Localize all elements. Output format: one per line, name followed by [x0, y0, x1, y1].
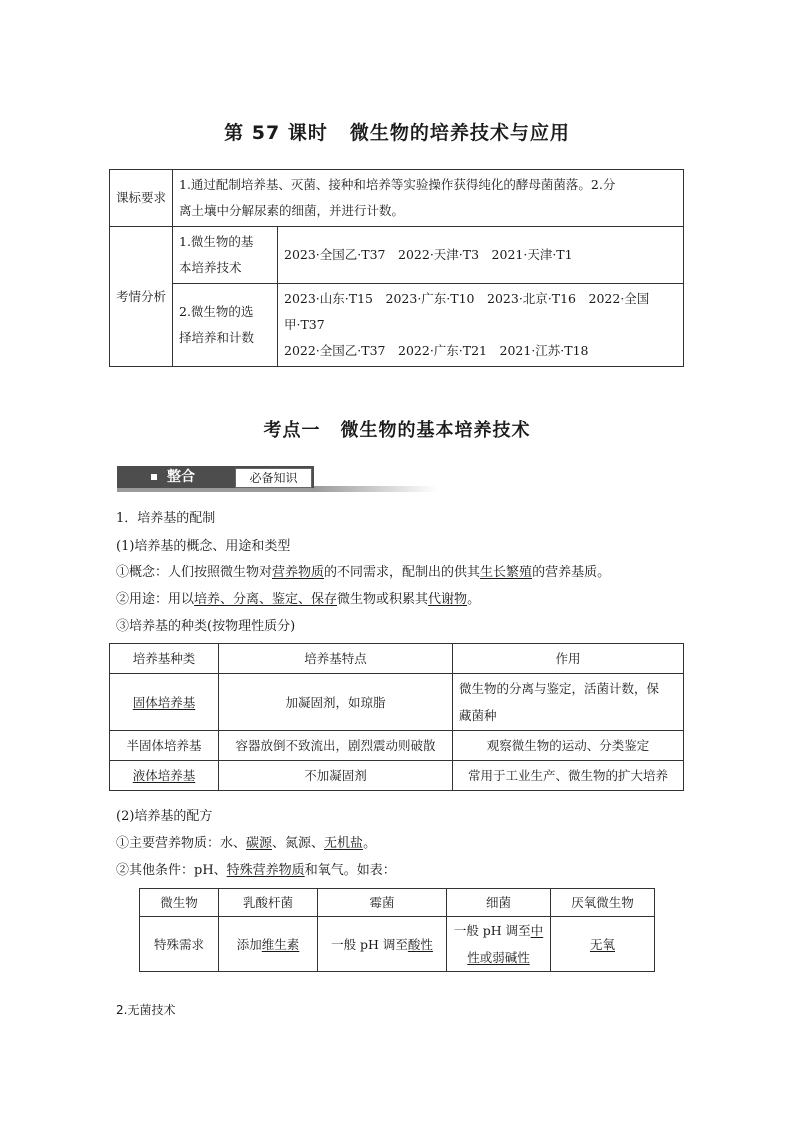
subtopic-line: 本培养技术 [179, 260, 242, 275]
section-number: 考点一 [263, 420, 321, 441]
conditions-table [139, 888, 655, 972]
column-header: 微生物 [140, 889, 219, 917]
table-cell: 容器放倒不致流出，剧烈震动则破散 [219, 731, 453, 761]
column-header: 乳酸杆菌 [219, 889, 318, 917]
table-cell: 添加维生素 [219, 917, 318, 972]
table-row [110, 761, 684, 791]
table-cell: 一般 pH 调至酸性 [318, 917, 447, 972]
table-cell: 观察微生物的运动、分类鉴定 [453, 731, 684, 761]
blank-answer: 营养物质 [272, 565, 325, 580]
page-title [0, 118, 794, 145]
subtopic-line: 2.微生物的选 [179, 304, 254, 319]
table-header-row [110, 644, 684, 674]
table-cell: 固体培养基 [110, 674, 219, 731]
column-header: 培养基种类 [110, 644, 219, 674]
banner-underline [117, 488, 314, 492]
banner-fade [314, 486, 437, 492]
subtopic-2 [173, 284, 278, 367]
table-cell: 一般 pH 调至中 性或弱碱性 [447, 917, 551, 972]
banner-main-label: 整合 [167, 469, 195, 485]
subtopic-2-exams [278, 284, 684, 367]
table-cell: 无氧 [551, 917, 655, 972]
subtopic-line: 择培养和计数 [179, 330, 255, 345]
subheading-concept: (1)培养基的概念、用途和类型 [116, 539, 291, 554]
table-cell: 不加凝固剂 [219, 761, 453, 791]
exam-line: 甲·T37 [284, 317, 325, 332]
table-cell: 特殊需求 [140, 917, 219, 972]
exam-analysis-label: 考情分析 [110, 227, 173, 367]
square-bullet-icon [151, 474, 157, 480]
table-row [110, 227, 684, 284]
column-header: 培养基特点 [219, 644, 453, 674]
table-row [110, 170, 684, 227]
subtopic-line: 1.微生物的基 [179, 234, 254, 249]
subtopic-1 [173, 227, 278, 284]
section-topic: 微生物的基本培养技术 [340, 420, 531, 441]
blank-answer: 特殊营养物质 [226, 863, 305, 878]
standards-line: 离土壤中分解尿素的细菌，并进行计数。 [179, 203, 405, 218]
table-row [110, 674, 684, 731]
table-row [140, 917, 655, 972]
blank-answer: 代谢物 [428, 592, 468, 607]
column-header: 细菌 [447, 889, 551, 917]
table-header-row [140, 889, 655, 917]
types-line: ③培养基的种类(按物理性质分) [116, 619, 296, 634]
concept-line: ①概念：人们按照微生物对营养物质的不同需求，配制出的供其生长繁殖的营养基质。 [116, 565, 611, 580]
table-cell: 半固体培养基 [110, 731, 219, 761]
table-cell: 微生物的分离与鉴定，活菌计数，保 藏菌种 [453, 674, 684, 731]
table-row [110, 284, 684, 367]
standards-content [173, 170, 684, 227]
media-types-table [109, 643, 684, 791]
column-header: 厌氧微生物 [551, 889, 655, 917]
standards-label: 课标要求 [110, 170, 173, 227]
other-conditions-line: ②其他条件：pH、特殊营养物质和氧气。如表： [116, 863, 396, 878]
standards-line: 1.通过配制培养基、灭菌、接种和培养等实验操作获得纯化的酵母菌菌落。2.分 [179, 177, 616, 192]
lesson-topic: 微生物的培养技术与应用 [349, 122, 570, 144]
lesson-number: 第 57 课时 [224, 122, 328, 144]
column-header: 作用 [453, 644, 684, 674]
column-header: 霉菌 [318, 889, 447, 917]
blank-answer: 碳源 [246, 836, 273, 851]
blank-answer: 生长繁殖 [480, 565, 533, 580]
section-title [0, 416, 794, 442]
nutrients-line: ①主要营养物质：水、碳源、氮源、无机盐。 [116, 836, 377, 851]
exam-line: 2022·全国乙·T37 2022·广东·T21 2021·江苏·T18 [284, 343, 589, 358]
exam-line: 2023·山东·T15 2023·广东·T10 2023·北京·T16 2022·全国 [284, 291, 650, 306]
blank-answer: 培养、分离、鉴定、保存 [194, 592, 338, 607]
section-banner [117, 466, 437, 492]
table-cell: 加凝固剂，如琼脂 [219, 674, 453, 731]
subtopic-1-exams: 2023·全国乙·T37 2022·天津·T3 2021·天津·T1 [278, 227, 684, 284]
table-cell: 液体培养基 [110, 761, 219, 791]
heading-media-preparation: 1．培养基的配制 [116, 511, 216, 526]
use-line: ②用途：用以培养、分离、鉴定、保存微生物或积累其代谢物。 [116, 592, 481, 607]
subheading-recipe: (2)培养基的配方 [116, 809, 213, 824]
table-row [110, 731, 684, 761]
heading-sterile-technique: 2.无菌技术 [116, 1003, 176, 1017]
blank-answer: 无机盐 [324, 836, 364, 851]
table-cell: 常用于工业生产、微生物的扩大培养 [453, 761, 684, 791]
banner-tag: 必备知识 [235, 468, 312, 488]
overview-table [109, 169, 684, 367]
